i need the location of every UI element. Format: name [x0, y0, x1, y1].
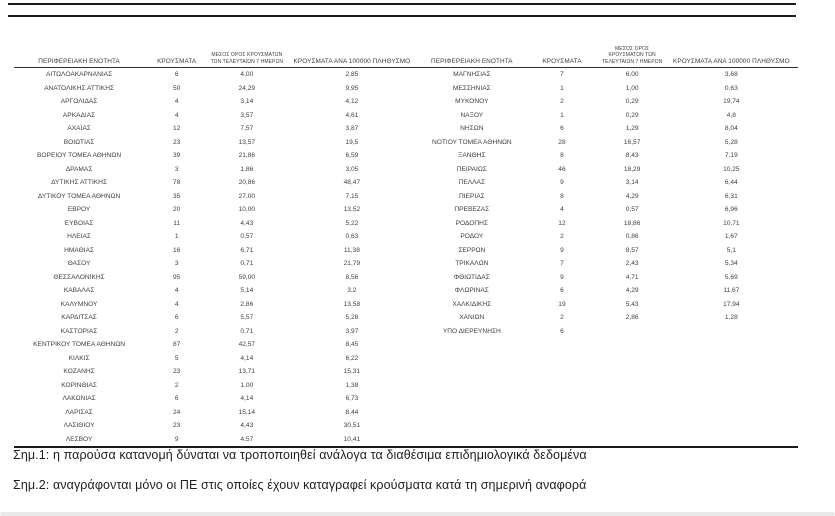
avg7-cell-left: 5,57 [240, 314, 254, 322]
region-cell-right [419, 338, 524, 352]
avg7-cell-left: 3,14 [240, 98, 254, 106]
table-row [14, 190, 798, 204]
region-cell-left: ΚΑΒΑΛΑΣ [63, 287, 95, 295]
table-row [14, 271, 798, 285]
table-row [14, 311, 798, 325]
per100k-cell-left: 6,22 [345, 354, 359, 362]
avg7-cell-left: 13,57 [238, 138, 256, 146]
avg7-cell-left: 59,00 [238, 273, 256, 281]
cases-header-left: ΚΡΟΥΣΜΑΤΑ [144, 46, 209, 68]
bottom-edge-strip [0, 512, 835, 516]
per100k-cell-right: 5,69 [724, 273, 738, 281]
table-row [14, 298, 798, 312]
cases-cell-left: 23 [173, 368, 181, 376]
avg7-cell-right: 1,00 [625, 84, 639, 92]
cases-cell-left: 9 [174, 435, 179, 443]
per100k-cell-left: 6,59 [345, 152, 359, 160]
region-cell-left: ΛΑΣΙΘΙΟΥ [63, 422, 95, 430]
per100k-cell-right: 5,1 [726, 246, 736, 254]
region-cell-right [419, 352, 524, 366]
avg7-cell-right: 6,00 [625, 71, 639, 79]
avg7-cell-left: 42,57 [238, 341, 256, 349]
per100k-cell-right: 17,94 [723, 300, 740, 308]
region-cell-left: ΔΥΤΙΚΟΥ ΤΟΜΕΑ ΑΘΗΝΩΝ [37, 192, 121, 200]
per100k-cell-left: 4,12 [345, 98, 359, 106]
region-cell-left: ΘΑΣΟΥ [67, 260, 91, 268]
per100k-cell-left: 1,38 [345, 381, 359, 389]
region-cell-left: ΘΕΣΣΑΛΟΝΙΚΗΣ [53, 273, 105, 281]
avg7-cell-right [600, 392, 665, 406]
avg7-cell-right: 0,57 [625, 206, 639, 214]
region-cell-left: ΔΡΑΜΑΣ [65, 165, 93, 173]
per100k-cell-right: 4,8 [726, 111, 736, 119]
cases-cell-left: 11 [173, 219, 181, 227]
avg7-cell-left: 6,71 [240, 246, 254, 254]
cases-cell-left: 39 [173, 152, 181, 160]
cases-cell-right: 7 [560, 260, 564, 268]
per100k-cell-left: 5,22 [345, 219, 359, 227]
per100k-cell-left: 15,31 [343, 368, 361, 376]
table-row [14, 338, 798, 352]
region-header-right: ΠΕΡΙΦΕΡΕΙΑΚΗ ΕΝΟΤΗΤΑ [419, 46, 524, 68]
region-cell-right [419, 392, 524, 406]
cases-cell-right: 4 [560, 206, 564, 214]
avg7-cell-right: 4,71 [625, 273, 639, 281]
cases-cell-right: 46 [558, 165, 566, 173]
avg7-cell-right: 16,57 [623, 138, 641, 146]
avg7-cell-left: 4,14 [240, 354, 254, 362]
avg7-cell-left: 4,57 [240, 435, 254, 443]
per100k-cell-right: 1,28 [724, 314, 738, 322]
cases-cell-right [524, 406, 599, 420]
per100k-cell-right: 6,44 [724, 179, 738, 187]
table-row [14, 176, 798, 190]
per100k-cell-right [665, 392, 798, 406]
avg7-cell-left: 4,43 [240, 219, 254, 227]
cases-cell-left: 24 [173, 408, 181, 416]
cases-cell-left: 20 [173, 206, 181, 214]
region-cell-left: ΚΙΛΚΙΣ [68, 354, 90, 362]
cases-cell-right: 12 [558, 219, 566, 227]
region-cell-left: ΛΕΣΒΟΥ [65, 435, 93, 443]
region-cell-left: ΚΑΡΔΙΤΣΑΣ [61, 314, 97, 322]
per100k-cell-left: 0,63 [345, 233, 359, 241]
avg7-cell-right: 0,86 [625, 233, 639, 241]
per100k-cell-right: 5,34 [724, 260, 738, 268]
per100k-cell-left: 9,95 [345, 84, 359, 92]
table-row [14, 203, 798, 217]
region-cell-right: ΧΑΛΚΙΔΙΚΗΣ [452, 300, 492, 308]
region-cell-left: ΚΑΣΤΟΡΙΑΣ [60, 327, 98, 335]
cases-cell-right: 6 [560, 287, 564, 295]
cases-header-right: ΚΡΟΥΣΜΑΤΑ [524, 46, 599, 68]
region-cell-right [419, 406, 524, 420]
per100k-cell-left: 19,5 [345, 138, 359, 146]
region-cell-left: ΚΟΖΑΝΗΣ [63, 368, 95, 376]
region-cell-right: ΠΕΛΛΑΣ [458, 179, 486, 187]
region-cell-left: ΑΧΑΪΑΣ [67, 125, 91, 133]
region-cell-right: ΡΟΔΟΥ [460, 233, 484, 241]
region-cell-right: ΜΥΚΟΝΟΥ [455, 98, 489, 106]
region-cell-left: ΛΑΚΩΝΙΑΣ [62, 395, 96, 403]
avg7-cell-left: 0,71 [240, 260, 254, 268]
per100k-cell-right [665, 406, 798, 420]
region-cell-right: ΡΟΔΟΠΗΣ [455, 219, 489, 227]
avg7-cell-right: 0,29 [625, 111, 639, 119]
top-rule-1 [8, 3, 796, 5]
note-2: Σημ.2: αναγράφονται μόνο οι ΠΕ στις οποίες έχουν καταγραφεί κρούσματα κατά τη σημερινή αναφορά [13, 478, 587, 492]
cases-cell-left: 6 [174, 314, 179, 322]
avg7-cell-left: 13,71 [238, 368, 256, 376]
cases-cell-right: 1 [560, 84, 564, 92]
per100k-cell-right [665, 365, 798, 379]
avg7-cell-left: 4,14 [240, 395, 254, 403]
per100k-cell-right: 5,28 [724, 138, 738, 146]
cases-cell-right [524, 392, 599, 406]
per100k-cell-left: 6,73 [345, 395, 359, 403]
cases-cell-right [524, 338, 599, 352]
per100k-cell-right: 10,71 [723, 219, 740, 227]
per100k-cell-right [665, 338, 798, 352]
table-row [14, 244, 798, 258]
per100k-cell-right: 1,67 [724, 233, 738, 241]
avg7-cell-right: 1,29 [625, 125, 639, 133]
cases-cell-right [524, 365, 599, 379]
avg7-cell-right: 18,86 [623, 219, 641, 227]
cases-cell-right: 9 [560, 246, 564, 254]
per100k-cell-left: 2,85 [345, 71, 359, 79]
cases-cell-right [524, 419, 599, 433]
per100k-cell-left: 7,15 [345, 192, 359, 200]
region-header-left: ΠΕΡΙΦΕΡΕΙΑΚΗ ΕΝΟΤΗΤΑ [14, 46, 144, 68]
region-cell-right [419, 379, 524, 393]
cases-cell-right: 9 [560, 179, 564, 187]
region-cell-left: ΒΟΙΩΤΙΑΣ [63, 138, 95, 146]
avg7-cell-left: 5,14 [240, 287, 254, 295]
per100k-cell-right: 11,67 [723, 287, 740, 295]
region-cell-left: ΑΡΓΟΛΙΔΑΣ [60, 98, 98, 106]
region-cell-left: ΛΑΡΙΣΑΣ [65, 408, 93, 416]
cases-cell-left: 3 [174, 260, 179, 268]
cases-cell-left: 4 [174, 300, 179, 308]
table-row [14, 365, 798, 379]
cases-cell-left: 4 [174, 287, 179, 295]
per100k-cell-left: 3,97 [345, 327, 359, 335]
region-cell-right: ΞΑΝΘΗΣ [458, 152, 486, 160]
region-cell-right [419, 365, 524, 379]
cases-cell-left: 16 [173, 246, 181, 254]
region-cell-left: ΒΟΡΕΙΟΥ ΤΟΜΕΑ ΑΘΗΝΩΝ [37, 152, 122, 160]
region-cell-right: ΜΑΓΝΗΣΙΑΣ [453, 71, 491, 79]
per100k-cell-left: 21,79 [343, 260, 361, 268]
table-row [14, 122, 798, 136]
top-rule-2 [8, 15, 796, 17]
cases-cell-right [524, 433, 599, 448]
avg7-cell-right: 2,43 [625, 260, 639, 268]
per100k-cell-left: 5,28 [345, 314, 359, 322]
region-cell-right [419, 419, 524, 433]
avg7-cell-right: 2,86 [625, 314, 639, 322]
region-cell-left: ΕΒΡΟΥ [67, 206, 91, 214]
avg7-cell-left: 0,57 [240, 233, 254, 241]
region-cell-right: ΦΛΩΡΙΝΑΣ [454, 287, 489, 295]
region-cell-right: ΤΡΙΚΑΛΩΝ [455, 260, 489, 268]
cases-cell-left: 12 [173, 125, 181, 133]
avg7-cell-right: 18,29 [623, 165, 641, 173]
cases-cell-left: 35 [173, 192, 181, 200]
table-row [14, 136, 798, 150]
cases-cell-left: 6 [174, 395, 179, 403]
cases-cell-left: 23 [173, 422, 181, 430]
table-row [14, 257, 798, 271]
cases-cell-right: 2 [560, 314, 564, 322]
cases-cell-left: 4 [174, 98, 179, 106]
avg7-cell-left: 4,43 [240, 422, 254, 430]
per100k-cell-left: 4,61 [345, 111, 359, 119]
cases-cell-left: 2 [174, 327, 179, 335]
cases-cell-right [524, 379, 599, 393]
cases-cell-left: 4 [174, 111, 179, 119]
table-row [14, 82, 798, 96]
note-1: Σημ.1: η παρούσα κατανομή δύναται να τροποποιηθεί ανάλογα τα διαθέσιμα επιδημιολογικά δεδομένα [13, 448, 587, 462]
cases-cell-right: 2 [560, 233, 564, 241]
region-cell-right: ΥΠΟ ΔΙΕΡΕΥΝΗΣΗ [442, 327, 501, 335]
avg7-cell-right [600, 433, 665, 448]
per100k-cell-left: 30,51 [343, 422, 361, 430]
per100k-cell-left: 3,2 [347, 287, 357, 295]
cases-cell-left: 3 [174, 165, 179, 173]
per100k-cell-left: 3,87 [345, 125, 359, 133]
cases-cell-right: 8 [560, 152, 564, 160]
region-cell-right: ΝΗΣΩΝ [460, 125, 484, 133]
per100k-cell-left: 11,38 [343, 246, 360, 254]
per100k-cell-right [665, 352, 798, 366]
table-row [14, 419, 798, 433]
table-row [14, 379, 798, 393]
cases-cell-right [524, 352, 599, 366]
per100k-cell-right [665, 419, 798, 433]
per100k-cell-right: 8,04 [724, 125, 738, 133]
per100k-header-right: ΚΡΟΥΣΜΑΤΑ ΑΝΑ 100000 ΠΛΗΘΥΣΜΟ [665, 46, 798, 68]
per100k-cell-left: 8,45 [345, 341, 359, 349]
regional-cases-table [14, 46, 798, 448]
table-row [14, 325, 798, 339]
per100k-cell-left: 13,52 [343, 206, 361, 214]
avg7-cell-right: 8,57 [625, 246, 639, 254]
avg7-cell-right [600, 365, 665, 379]
per100k-cell-right [665, 433, 798, 448]
cases-cell-right: 2 [560, 98, 564, 106]
avg7-cell-left: 20,86 [238, 179, 256, 187]
avg7-header-right: ΜΕΣΟΣ ΟΡΟΣ ΚΡΟΥΣΜΑΤΩΝ ΤΩΝ ΤΕΛΕΥΤΑΙΩΝ 7 ΗΜΕΡΩΝ [600, 46, 665, 68]
region-cell-right: ΦΘΙΩΤΙΔΑΣ [453, 273, 490, 281]
avg7-cell-right: 4,29 [625, 192, 639, 200]
cases-cell-right: 1 [560, 111, 564, 119]
per100k-cell-right [665, 379, 798, 393]
avg7-cell-left: 1,86 [240, 165, 254, 173]
avg7-cell-left: 1,00 [240, 381, 254, 389]
region-cell-left: ΚΑΛΥΜΝΟΥ [60, 300, 98, 308]
avg7-cell-left: 3,57 [240, 111, 254, 119]
region-cell-left: ΔΥΤΙΚΗΣ ΑΤΤΙΚΗΣ [51, 179, 108, 187]
table-row [14, 284, 798, 298]
per100k-cell-left: 8,56 [345, 273, 359, 281]
per100k-cell-left: 48,47 [343, 179, 361, 187]
table-row [14, 406, 798, 420]
region-cell-right: ΜΕΣΣΗΝΙΑΣ [452, 84, 491, 92]
avg7-cell-right [600, 352, 665, 366]
cases-cell-right: 8 [560, 192, 564, 200]
table-row [14, 68, 798, 82]
per100k-cell-left: 3,05 [345, 165, 359, 173]
table-row [14, 163, 798, 177]
table-row [14, 352, 798, 366]
avg7-cell-left: 2,86 [240, 300, 254, 308]
cases-cell-right: 28 [558, 138, 566, 146]
table-row [14, 230, 798, 244]
avg7-cell-left: 21,86 [238, 152, 256, 160]
table-row [14, 109, 798, 123]
region-cell-right: ΝΟΤΙΟΥ ΤΟΜΕΑ ΑΘΗΝΩΝ [431, 138, 512, 146]
region-cell-right: ΣΕΡΡΩΝ [458, 246, 486, 254]
table-row [14, 433, 798, 448]
avg7-cell-right: 4,29 [625, 287, 639, 295]
cases-cell-right: 6 [560, 327, 564, 335]
cases-cell-right: 6 [560, 125, 564, 133]
avg7-cell-right: 0,29 [625, 98, 639, 106]
cases-cell-right: 19 [558, 300, 566, 308]
region-cell-left: ΕΥΒΟΙΑΣ [64, 219, 94, 227]
per100k-cell-right: 3,68 [724, 71, 738, 79]
table-header-row [14, 46, 798, 68]
cases-cell-left: 23 [173, 138, 181, 146]
avg7-cell-right [600, 419, 665, 433]
avg7-cell-left: 10,00 [238, 206, 256, 214]
cases-cell-left: 6 [174, 71, 179, 79]
avg7-cell-right [600, 379, 665, 393]
region-cell-left: ΑΡΚΑΔΙΑΣ [62, 111, 96, 119]
per100k-cell-right: 6,31 [724, 192, 738, 200]
avg7-cell-left: 24,29 [238, 84, 256, 92]
region-cell-right [419, 433, 524, 448]
per100k-cell-right: 19,74 [723, 98, 740, 106]
region-cell-right: ΠΕΙΡΑΙΩΣ [456, 165, 487, 173]
region-cell-right: ΝΑΞΟΥ [460, 111, 484, 119]
avg7-cell-left: 7,57 [240, 125, 254, 133]
per100k-cell-right: 6,96 [724, 206, 738, 214]
per100k-cell-left: 10,41 [343, 435, 361, 443]
avg7-cell-right: 3,14 [625, 179, 639, 187]
per100k-cell-right [665, 325, 798, 339]
avg7-cell-left: 15,14 [238, 408, 256, 416]
per100k-cell-left: 8,44 [345, 408, 359, 416]
cases-cell-left: 78 [173, 179, 181, 187]
region-cell-left: ΗΜΑΘΙΑΣ [64, 246, 95, 254]
per100k-cell-right: 10,25 [723, 165, 740, 173]
per100k-cell-left: 13,58 [343, 300, 361, 308]
table-row [14, 217, 798, 231]
region-cell-left: ΑΝΑΤΟΛΙΚΗΣ ΑΤΤΙΚΗΣ [44, 84, 115, 92]
avg7-cell-right: 5,43 [625, 300, 639, 308]
region-cell-left: ΑΙΤΩΛΟΑΚΑΡΝΑΝΙΑΣ [45, 71, 113, 79]
avg7-cell-right [600, 406, 665, 420]
cases-cell-right: 7 [560, 71, 564, 79]
cases-cell-left: 5 [174, 354, 179, 362]
avg7-cell-left: 0,71 [240, 327, 254, 335]
per100k-cell-right: 7,19 [724, 152, 738, 160]
avg7-cell-right [600, 338, 665, 352]
cases-cell-left: 87 [173, 341, 181, 349]
cases-cell-left: 2 [174, 381, 179, 389]
region-cell-left: ΚΟΡΙΝΘΙΑΣ [61, 381, 97, 389]
region-cell-left: ΗΛΕΙΑΣ [67, 233, 91, 241]
region-cell-left: ΚΕΝΤΡΙΚΟΥ ΤΟΜΕΑ ΑΘΗΝΩΝ [33, 341, 126, 349]
avg7-cell-right: 8,43 [625, 152, 639, 160]
cases-cell-left: 1 [174, 233, 179, 241]
avg7-cell-right [600, 325, 665, 339]
cases-cell-left: 50 [173, 84, 181, 92]
region-cell-right: ΠΡΕΒΕΖΑΣ [454, 206, 490, 214]
table-body [14, 68, 798, 448]
avg7-header-left: ΜΕΣΟΣ ΟΡΟΣ ΚΡΟΥΣΜΑΤΩΝ ΤΩΝ ΤΕΛΕΥΤΑΙΩΝ 7 ΗΜΕΡΩΝ [209, 46, 284, 68]
table-row [14, 149, 798, 163]
per100k-header-left: ΚΡΟΥΣΜΑΤΑ ΑΝΑ 100000 ΠΛΗΘΥΣΜΟ [284, 46, 419, 68]
table-row [14, 392, 798, 406]
cases-cell-right: 9 [560, 273, 564, 281]
avg7-cell-left: 27,00 [238, 192, 256, 200]
per100k-cell-right: 0,63 [724, 84, 738, 92]
region-cell-right: ΧΑΝΙΩΝ [459, 314, 485, 322]
table-row [14, 95, 798, 109]
cases-cell-left: 95 [173, 273, 181, 281]
avg7-cell-left: 4,00 [240, 71, 254, 79]
region-cell-right: ΠΙΕΡΙΑΣ [458, 192, 485, 200]
